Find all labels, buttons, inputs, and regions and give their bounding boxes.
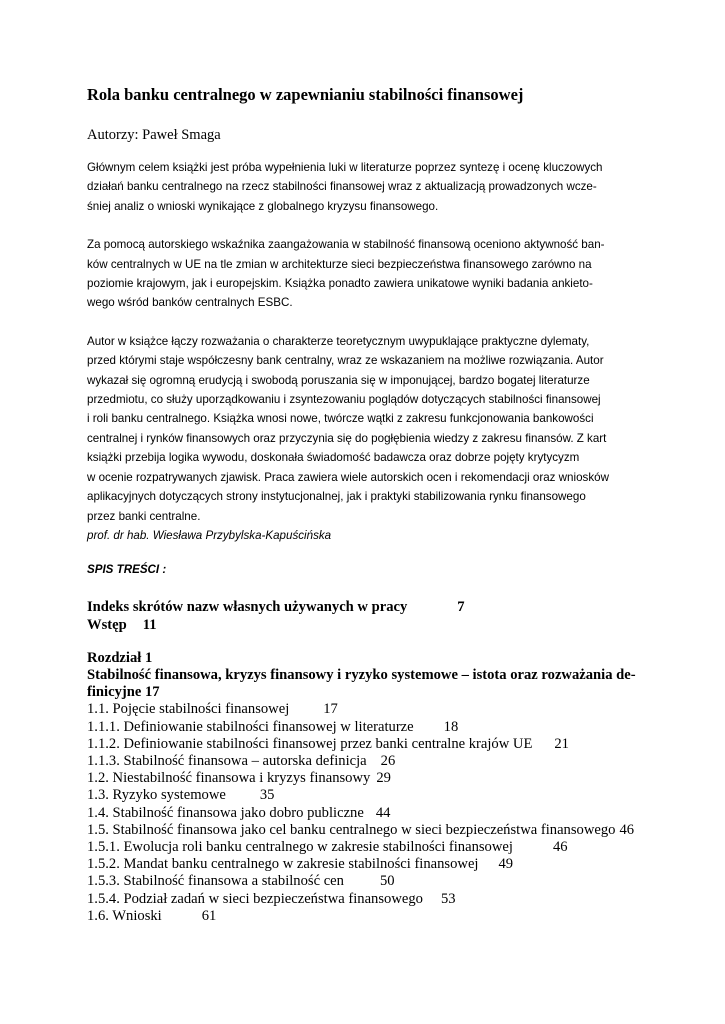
toc-entry [87,770,647,787]
toc-entry [87,787,647,804]
toc-entry-page: 17 [323,701,338,718]
toc-entry-page: 21 [554,735,569,752]
toc-entry [87,856,647,873]
toc-entry-page: 61 [201,907,217,924]
toc-heading: SPIS TREŚCI : [87,563,167,577]
toc-entry [87,891,647,908]
toc-entry-label: 1.1.1. Definiowanie stabilności finansowej w literaturze [87,718,414,735]
toc-entry-label: 1.5.2. Mandat banku centralnego w zakresie stabilności finansowej [87,856,479,873]
paragraph-line: centralnej i rynków finansowych oraz przyczynia się do pogłębienia wiedzy z zakresu finansów. Z kart [87,431,607,445]
toc-entry [87,873,647,890]
paragraph-line: przed którymi staje współczesny bank centralny, wraz ze wskazaniem na możliwe rozwiązania. Autor [87,354,604,368]
toc-entry [87,701,647,718]
document-page [87,84,647,925]
toc-entry-label: 1.5. Stabilność finansowa jako cel banku centralnego w sieci bezpieczeństwa finansowego [87,821,616,838]
toc-chapter [87,650,647,702]
paragraph-line: śniej analiz o wnioski wynikające z globalnego kryzysu finansowego. [87,199,439,213]
toc-chapter-title: Stabilność finansowa, kryzys finansowy i ryzyko systemowe – istota oraz rozważania de- [87,666,636,683]
paragraph-3 [87,332,647,545]
paragraph-2 [87,235,647,313]
paragraph-line: działań banku centralnego na rzecz stabilności finansowej wraz z aktualizacją prowadzonych wcze- [87,180,597,194]
toc-entry [87,822,647,839]
toc-entry-page: 50 [379,873,395,890]
toc-index-page: 7 [457,599,465,616]
toc-chapter-title: finicyjne 17 [87,684,160,701]
paragraph-line: Za pomocą autorskiego wskaźnika zaangażowania w stabilność finansową oceniono aktywność ban- [87,238,605,252]
toc-entry-label: 1.3. Ryzyko systemowe [87,787,226,804]
paragraph-line: Autor w książce łączy rozważania o charakterze teoretycznym uwypuklające praktyczne dylematy, [87,334,590,348]
paragraph-line: poziomie krajowym, jak i europejskim. Książka ponadto zawiera unikatowe wyniki badania ankieto- [87,277,593,291]
paragraph-line: ków centralnych w UE na tle zmian w architekturze sieci bezpieczeństwa finansowego zarówno na [87,257,592,271]
toc-entry-label: 1.4. Stabilność finansowa jako dobro publiczne [87,804,364,821]
toc-entry-page: 29 [376,770,391,787]
toc-entry-page: 53 [440,890,456,907]
paragraph-line: przez banki centralne. [87,509,201,523]
toc-entry [87,908,647,925]
paragraph-line: książki przebija logika wywodu, doskonała świadomość badawcza oraz dobrze pojęty krytycyzm [87,451,580,465]
toc-entry-page: 49 [498,856,514,873]
paragraph-line: w ocenie rozpatrywanych zjawisk. Praca zawiera wiele autorskich ocen i rekomendacji oraz wniosków [87,470,609,484]
document-title: Rola banku centralnego w zapewnianiu stabilności finansowej [87,85,524,104]
toc-entry-page: 18 [443,718,459,735]
toc-intro-row [87,617,647,634]
paragraph-line: aplikacyjnych dotyczących strony instytucjonalnej, jak i praktyki stabilizowania rynku finansowego [87,490,586,504]
authors-line: Autorzy: Paweł Smaga [87,127,221,143]
toc-entry [87,719,647,736]
paragraph-line: wego wśród banków centralnych ESBC. [87,296,293,310]
toc-entry-page: 44 [375,804,391,821]
paragraph-line: Głównym celem książki jest próba wypełnienia luki w literaturze poprzez syntezę i ocenę kluczowych [87,161,603,174]
toc-entry-label: 1.5.4. Podział zadań w sieci bezpieczeństwa finansowego [87,890,423,907]
toc-index-row [87,599,647,616]
toc-entry-label: 1.1.2. Definiowanie stabilności finansowej przez banki centralne krajów UE [87,735,533,752]
toc-entry-label: 1.1.3. Stabilność finansowa – autorska definicja [87,752,367,769]
signature: prof. dr hab. Wiesława Przybylska-Kapuścińska [87,528,332,542]
toc-entry [87,805,647,822]
toc-intro-label: Wstęp [87,616,127,633]
toc-entry-page: 26 [380,752,396,769]
paragraph-line: wykazał się ogromną erudycją i swobodą poruszania się w imponującej, bardzo bogatej literaturze [87,373,590,387]
toc-chapter-label: Rozdział 1 [87,649,153,666]
paragraph-line: i roli banku centralnego. Książka wnosi nowe, twórcze wątki z zakresu funkcjonowania bankowości [87,412,594,426]
toc-entry-label: 1.5.1. Ewolucja roli banku centralnego w zakresie stabilności finansowej [87,838,513,855]
toc-entry-label: 1.2. Niestabilność finansowa i kryzys finansowy [87,770,371,787]
toc-entry-label: 1.6. Wnioski [87,907,162,924]
toc-entry-label: 1.1. Pojęcie stabilności finansowej [87,701,290,718]
toc-index-label: Indeks skrótów nazw własnych używanych w pracy [87,599,408,616]
paragraph-line: przedmiotu, co służy uporządkowaniu i zsyntezowaniu poglądów dotyczących stabilności finansowej [87,393,601,407]
table-of-contents [87,599,647,925]
paragraph-1 [87,158,647,216]
toc-entry-label: 1.5.3. Stabilność finansowa a stabilność cen [87,873,344,890]
toc-entry [87,753,647,770]
toc-entry [87,839,647,856]
toc-entry-page: 35 [259,787,275,804]
toc-entry-page: 46 [619,821,635,838]
toc-intro-page: 11 [142,616,157,633]
toc-entry [87,736,647,753]
toc-entry-page: 46 [552,838,568,855]
